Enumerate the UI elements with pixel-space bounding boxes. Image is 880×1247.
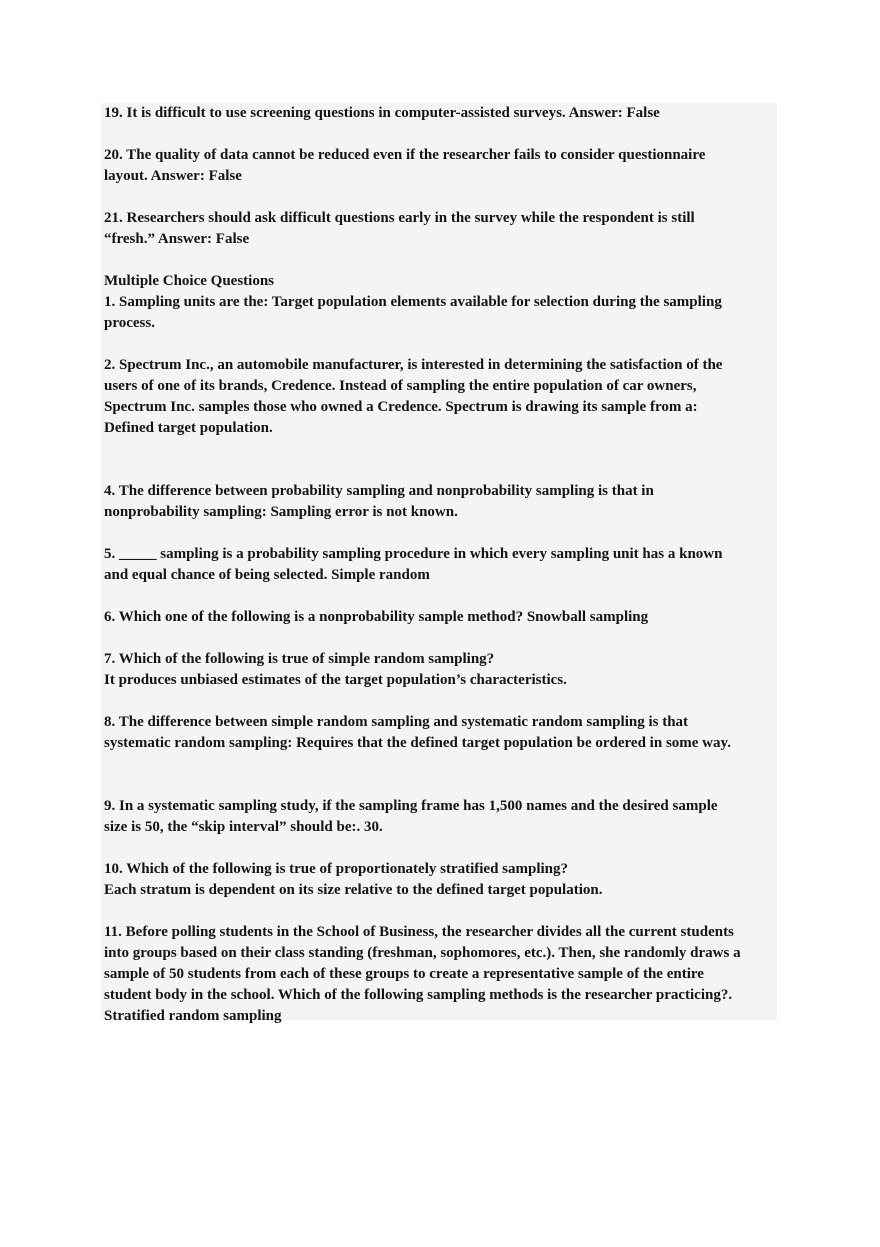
mc-question-7 [104, 649, 780, 691]
question-line: 20. The quality of data cannot be reduced even if the researcher fails to consider questionnaire [104, 147, 706, 163]
question-line: 5. _____ sampling is a probability sampling procedure in which every sampling unit has a known [104, 546, 723, 562]
question-line: nonprobability sampling: Sampling error is not known. [104, 504, 458, 520]
question-line: and equal chance of being selected. Simple random [104, 567, 430, 583]
mc-question-6 [104, 607, 780, 628]
question-line: sample of 50 students from each of these groups to create a representative sample of the entire [104, 966, 704, 982]
question-line: 11. Before polling students in the School of Business, the researcher divides all the current students [104, 924, 734, 940]
question-line: Each stratum is dependent on its size relative to the defined target population. [104, 882, 603, 898]
question-line: users of one of its brands, Credence. Instead of sampling the entire population of car owners, [104, 378, 697, 394]
question-line: 7. Which of the following is true of simple random sampling? [104, 651, 495, 667]
question-line: 4. The difference between probability sampling and nonprobability sampling is that in [104, 483, 654, 499]
question-line: 1. Sampling units are the: Target population elements available for selection during the sampling [104, 294, 722, 310]
question-21 [104, 208, 780, 250]
question-line: into groups based on their class standing (freshman, sophomores, etc.). Then, she randomly draws a [104, 945, 741, 961]
question-19 [104, 103, 780, 124]
question-line: process. [104, 315, 155, 331]
mc-question-9 [104, 796, 780, 838]
question-line: size is 50, the “skip interval” should be:. 30. [104, 819, 383, 835]
question-line: systematic random sampling: Requires that the defined target population be ordered in some way. [104, 735, 731, 751]
mc-question-5 [104, 544, 780, 586]
question-line: Spectrum Inc. samples those who owned a Credence. Spectrum is drawing its sample from a: [104, 399, 698, 415]
section-heading-multiple-choice: Multiple Choice Questions [104, 273, 275, 289]
mc-question-8 [104, 712, 780, 754]
question-line: 10. Which of the following is true of proportionately stratified sampling? [104, 861, 569, 877]
mc-question-4 [104, 481, 780, 523]
question-line: 6. Which one of the following is a nonprobability sample method? Snowball sampling [104, 609, 649, 625]
question-line: It produces unbiased estimates of the target population’s characteristics. [104, 672, 567, 688]
question-line: 19. It is difficult to use screening questions in computer-assisted surveys. Answer: False [104, 105, 660, 121]
mc-question-2 [104, 355, 780, 439]
mc-question-1 [104, 292, 780, 334]
question-line: “fresh.” Answer: False [104, 231, 250, 247]
question-line: 9. In a systematic sampling study, if the sampling frame has 1,500 names and the desired sample [104, 798, 718, 814]
question-line: layout. Answer: False [104, 168, 242, 184]
question-line: 8. The difference between simple random sampling and systematic random sampling is that [104, 714, 689, 730]
question-20 [104, 145, 780, 187]
question-line: student body in the school. Which of the following sampling methods is the researcher practicing?. [104, 987, 733, 1003]
question-line: Defined target population. [104, 420, 273, 436]
question-line: 2. Spectrum Inc., an automobile manufacturer, is interested in determining the satisfaction of the [104, 357, 723, 373]
document-body [104, 103, 780, 1027]
mc-question-11 [104, 922, 780, 1027]
mc-question-10 [104, 859, 780, 901]
question-line: 21. Researchers should ask difficult questions early in the survey while the respondent is still [104, 210, 695, 226]
question-line: Stratified random sampling [104, 1008, 282, 1024]
